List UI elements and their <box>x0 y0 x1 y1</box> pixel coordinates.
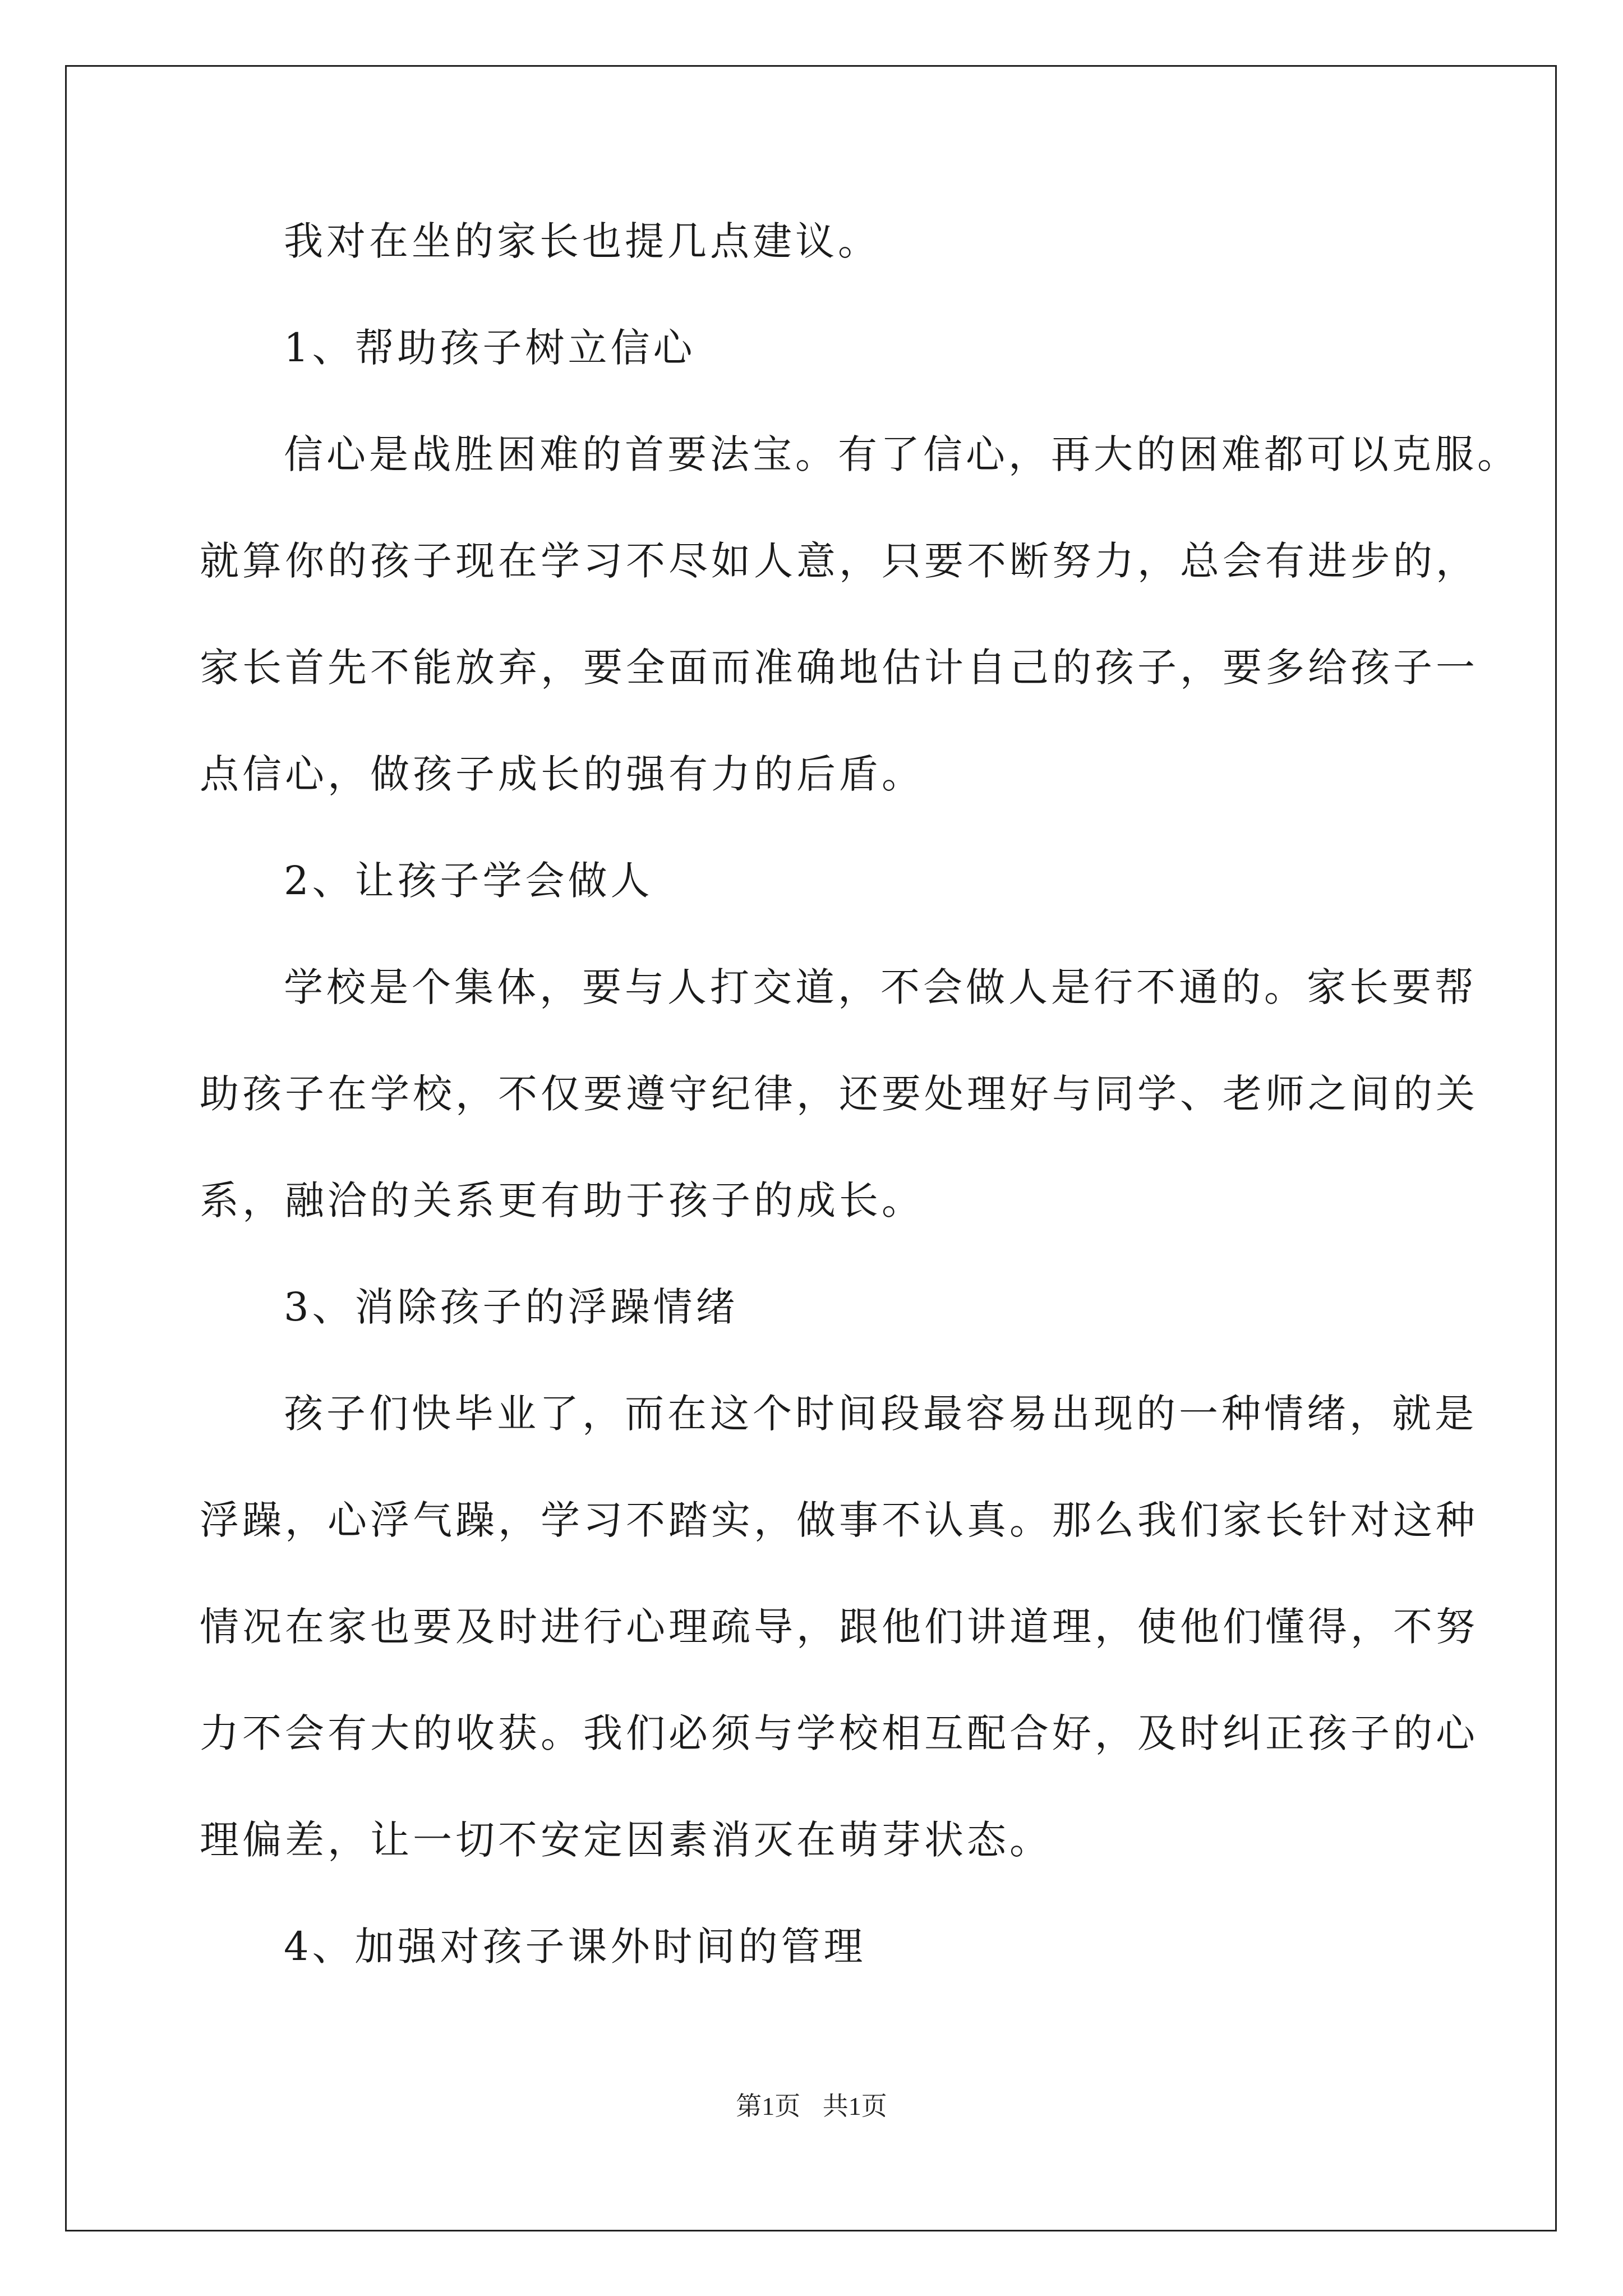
paragraph-1-line-3: 家长首先不能放弃，要全面而准确地估计自己的孩子，要多给孩子一 <box>200 645 1478 691</box>
paragraph-intro: 我对在坐的家长也提几点建议。 <box>284 218 880 264</box>
paragraph-3-line-3: 情况在家也要及时进行心理疏导，跟他们讲道理，使他们懂得，不努 <box>200 1604 1478 1650</box>
heading-4: 4、加强对孩子课外时间的管理 <box>284 1924 866 1970</box>
paragraph-2-line-3: 系，融洽的关系更有助于孩子的成长。 <box>200 1177 924 1223</box>
page-border <box>65 65 1557 2231</box>
paragraph-1-line-2: 就算你的孩子现在学习不尽如人意，只要不断努力，总会有进步的， <box>200 538 1478 584</box>
page-footer <box>0 2090 1623 2123</box>
page-number-total: 共1页 <box>822 2092 887 2120</box>
paragraph-1-line-4: 点信心，做孩子成长的强有力的后盾。 <box>200 751 924 797</box>
heading-1: 1、帮助孩子树立信心 <box>284 325 696 371</box>
page-number-current: 第1页 <box>736 2092 801 2120</box>
heading-2: 2、让孩子学会做人 <box>284 858 653 904</box>
heading-3: 3、消除孩子的浮躁情绪 <box>284 1284 739 1330</box>
paragraph-3-line-1: 孩子们快毕业了，而在这个时间段最容易出现的一种情绪，就是 <box>284 1391 1477 1437</box>
paragraph-3-line-2: 浮躁，心浮气躁，学习不踏实，做事不认真。那么我们家长针对这种 <box>200 1497 1478 1543</box>
paragraph-3-line-4: 力不会有大的收获。我们必须与学校相互配合好，及时纠正孩子的心 <box>200 1710 1478 1756</box>
paragraph-3-line-5: 理偏差，让一切不安定因素消灭在萌芽状态。 <box>200 1817 1052 1863</box>
paragraph-2-line-1: 学校是个集体，要与人打交道，不会做人是行不通的。家长要帮 <box>284 964 1477 1010</box>
paragraph-1-line-1: 信心是战胜困难的首要法宝。有了信心，再大的困难都可以克服。 <box>284 431 1520 477</box>
paragraph-2-line-2: 助孩子在学校，不仅要遵守纪律，还要处理好与同学、老师之间的关 <box>200 1071 1478 1117</box>
